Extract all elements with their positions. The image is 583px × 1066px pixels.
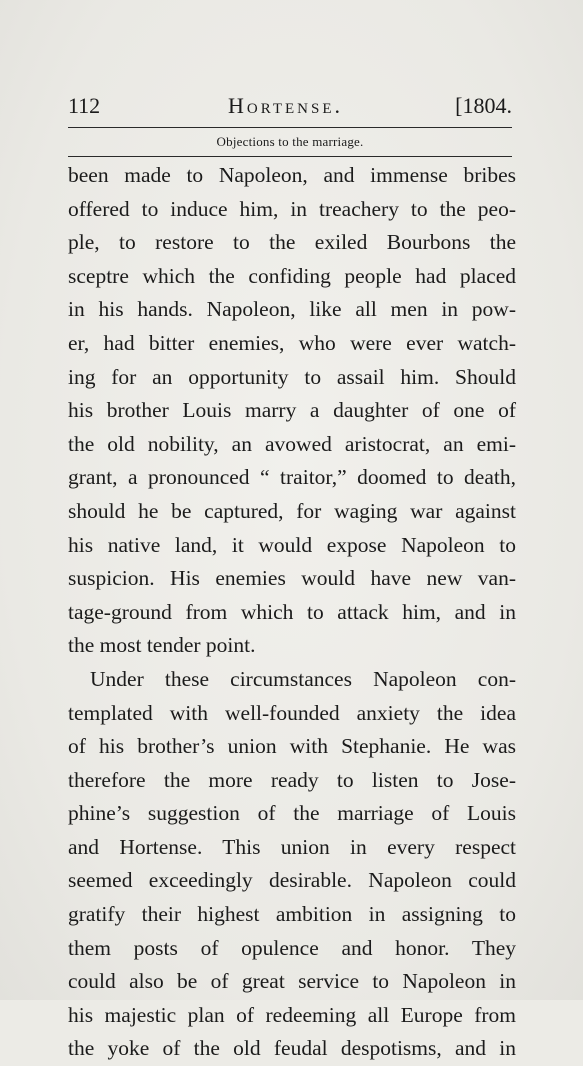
text-line: the old nobility, an avowed aristocrat, an emi- xyxy=(68,431,516,456)
text-line: his native land, it would expose Napoleon to xyxy=(68,532,516,557)
text-line: tage-ground from which to attack him, and in xyxy=(68,599,516,624)
text-line: and Hortense. This union in every respect xyxy=(68,834,516,859)
text-line: his brother Louis marry a daughter of one of xyxy=(68,398,516,423)
text-line: templated with well-founded anxiety the idea xyxy=(68,700,516,725)
text-line: grant, a pronounced “ traitor,” doomed to death, xyxy=(68,465,516,490)
text-line: therefore the more ready to listen to Jose- xyxy=(68,767,516,792)
text-line: phine’s suggestion of the marriage of Louis xyxy=(68,801,516,826)
text-line: should he be captured, for waging war against xyxy=(68,498,516,523)
text-line: sceptre which the confiding people had placed xyxy=(68,263,516,288)
body-text xyxy=(68,159,516,1066)
text-line: er, had bitter enemies, who were ever watch- xyxy=(68,330,516,355)
text-line: could also be of great service to Napoleon in xyxy=(68,969,516,994)
page-number: 112 xyxy=(68,93,101,118)
text-line: ing for an opportunity to assail him. Should xyxy=(68,364,516,389)
running-head xyxy=(68,93,512,123)
section-heading: Objections to the marriage. xyxy=(216,134,364,149)
text-line: seemed exceedingly desirable. Napoleon could xyxy=(68,868,516,893)
text-line: them posts of opulence and honor. They xyxy=(68,935,516,960)
text-line: his majestic plan of redeeming all Europe from xyxy=(68,1002,516,1027)
text-line-paragraph-start: Under these circumstances Napoleon con- xyxy=(90,666,516,691)
text-line: in his hands. Napoleon, like all men in pow- xyxy=(68,297,516,322)
header-rule-bottom xyxy=(68,156,512,157)
text-line: suspicion. His enemies would have new van- xyxy=(68,566,516,591)
text-line: ple, to restore to the exiled Bourbons the xyxy=(68,230,516,255)
text-line: of his brother’s union with Stephanie. He was xyxy=(68,734,516,759)
text-line: the yoke of the old feudal despotisms, and in xyxy=(68,1036,516,1061)
book-title: Hortense. xyxy=(228,93,343,118)
year-marker: [1804. xyxy=(455,93,512,118)
text-line: been made to Napoleon, and immense bribes xyxy=(68,163,516,187)
text-line: gratify their highest ambition in assigning to xyxy=(68,902,516,927)
text-line: offered to induce him, in treachery to the peo- xyxy=(68,196,516,221)
header-rule-top xyxy=(68,127,512,128)
text-line-paragraph-end: the most tender point. xyxy=(68,633,256,658)
